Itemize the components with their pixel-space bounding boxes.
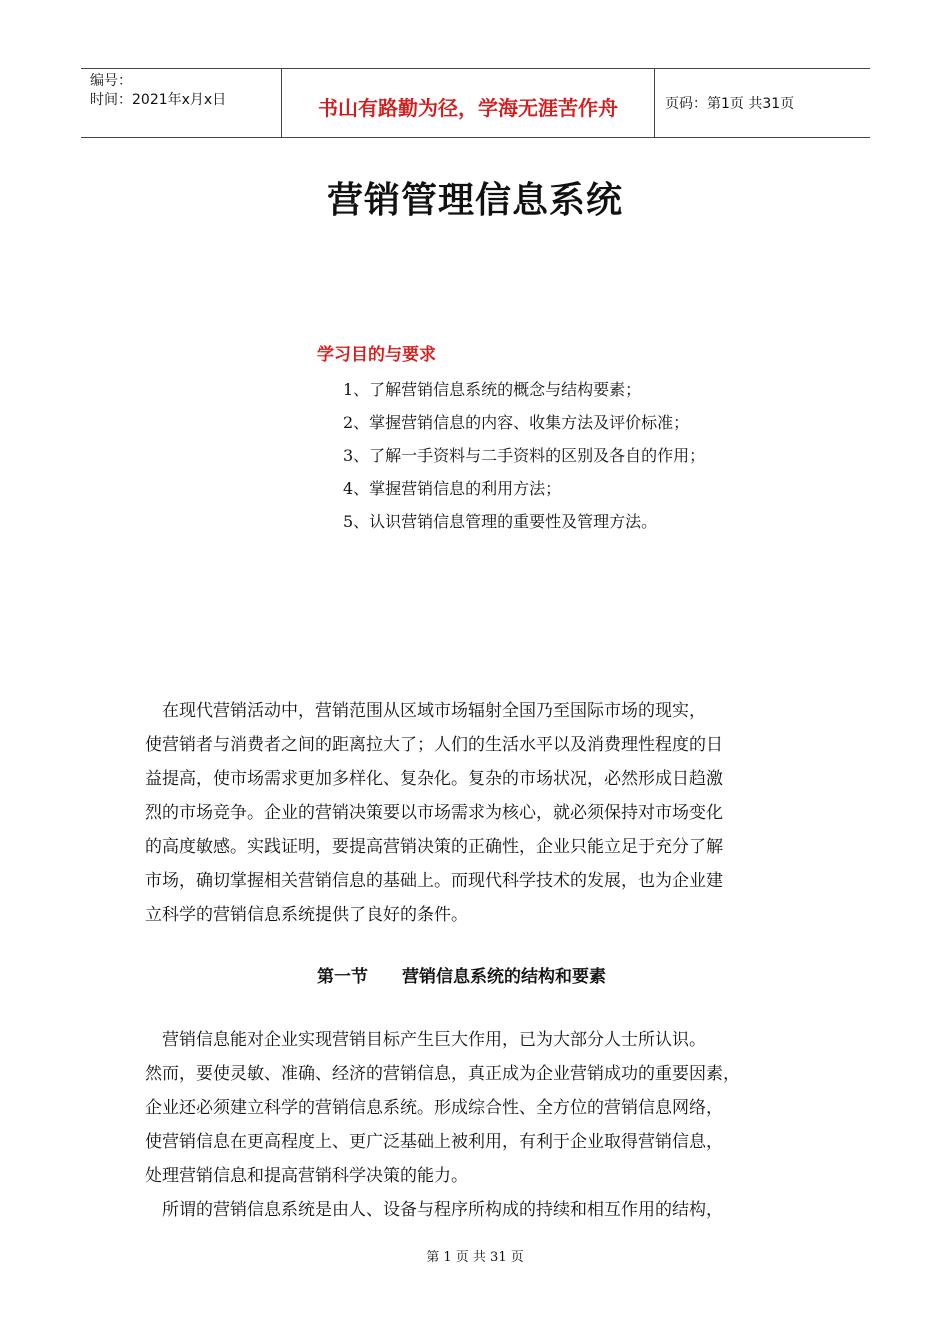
page-footer: 第 1 页 共 31 页 bbox=[426, 1250, 524, 1265]
paragraph-line: 企业还必须建立科学的营销信息系统。形成综合性、全方位的营销信息网络， bbox=[145, 1098, 723, 1118]
paragraph-line: 使营销信息在更高程度上、更广泛基础上被利用，有利于企业取得营销信息， bbox=[145, 1132, 723, 1152]
section-title: 第一节 营销信息系统的结构和要素 bbox=[317, 967, 606, 987]
goal-item: 5、认识营销信息管理的重要性及管理方法。 bbox=[343, 512, 658, 531]
goal-item: 2、掌握营销信息的内容、收集方法及评价标准； bbox=[343, 413, 690, 432]
page-code: 页码：第1页 共31页 bbox=[665, 96, 795, 112]
paragraph-line: 处理营销信息和提高营销科学决策的能力。 bbox=[145, 1166, 468, 1186]
paragraph-line: 烈的市场竞争。企业的营销决策要以市场需求为核心，就必须保持对市场变化 bbox=[145, 803, 723, 823]
paragraph-line: 营销信息能对企业实现营销目标产生巨大作用，已为大部分人士所认识。 bbox=[145, 1030, 706, 1050]
paragraph-line: 所谓的营销信息系统是由人、设备与程序所构成的持续和相互作用的结构， bbox=[145, 1200, 723, 1220]
header-motto-cell bbox=[282, 69, 655, 137]
document-title: 营销管理信息系统 bbox=[326, 180, 623, 221]
goal-item: 4、掌握营销信息的利用方法； bbox=[343, 479, 562, 498]
section-paragraph bbox=[145, 1023, 815, 1227]
goals-list bbox=[343, 373, 705, 538]
intro-paragraph bbox=[145, 694, 815, 932]
paragraph-line: 市场，确切掌握相关营销信息的基础上。而现代科学技术的发展，也为企业建 bbox=[145, 871, 723, 891]
motto-text: 书山有路勤为径，学海无涯苦作舟 bbox=[318, 95, 618, 120]
paragraph-line: 益提高，使市场需求更加多样化、复杂化。复杂的市场状况，必然形成日趋激 bbox=[145, 769, 723, 789]
goal-item: 3、了解一手资料与二手资料的区别及各自的作用； bbox=[343, 446, 706, 465]
paragraph-line: 然而，要使灵敏、准确、经济的营销信息，真正成为企业营销成功的重要因素， bbox=[145, 1064, 740, 1084]
number-label: 编号： bbox=[90, 73, 132, 89]
paragraph-line: 立科学的营销信息系统提供了良好的条件。 bbox=[145, 905, 468, 925]
header-meta-cell bbox=[81, 69, 282, 137]
header-page-cell bbox=[655, 69, 870, 137]
date-label: 时间：2021年x月x日 bbox=[90, 92, 227, 108]
paragraph-line: 使营销者与消费者之间的距离拉大了；人们的生活水平以及消费理性程度的日 bbox=[145, 735, 723, 755]
goals-heading: 学习目的与要求 bbox=[317, 345, 436, 365]
document-header bbox=[81, 68, 870, 138]
paragraph-line: 的高度敏感。实践证明，要提高营销决策的正确性，企业只能立足于充分了解 bbox=[145, 837, 723, 857]
goal-item: 1、了解营销信息系统的概念与结构要素； bbox=[343, 380, 642, 399]
paragraph-line: 在现代营销活动中，营销范围从区域市场辐射全国乃至国际市场的现实， bbox=[145, 701, 706, 721]
